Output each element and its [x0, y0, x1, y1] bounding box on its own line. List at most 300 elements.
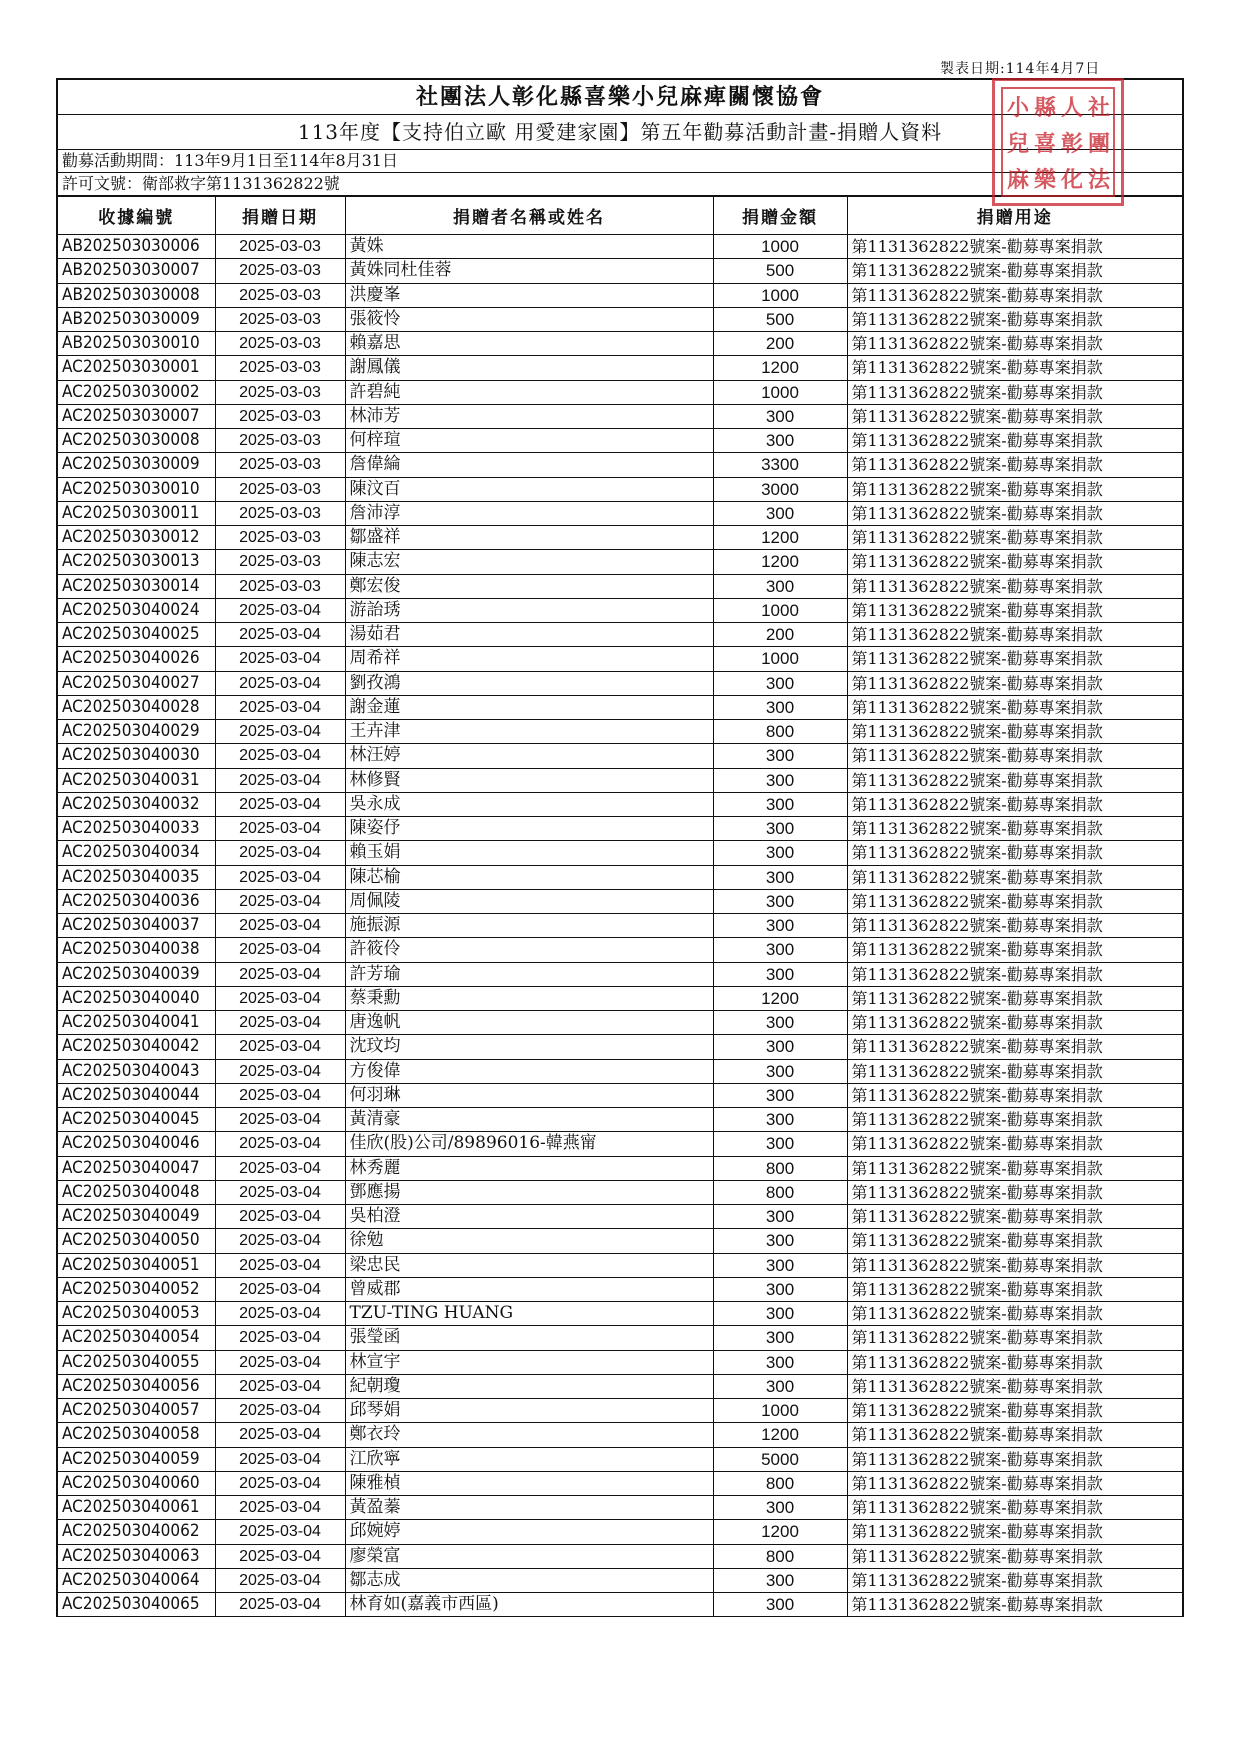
donation-purpose-cell: 第1131362822號案-勸募專案捐款 — [847, 1350, 1182, 1374]
donation-date-cell: 2025-03-04 — [215, 695, 345, 719]
table-row — [58, 1253, 1182, 1277]
donation-date-cell: 2025-03-03 — [215, 283, 345, 307]
donor-name-cell: 鄒盛祥 — [345, 526, 713, 550]
receipt-no-cell: AC202503040055 — [58, 1350, 215, 1374]
donor-name-cell: 吳柏澄 — [345, 1205, 713, 1229]
donation-purpose-cell: 第1131362822號案-勸募專案捐款 — [847, 332, 1182, 356]
donor-name-cell: 佳欣(股)公司/89896016-韓燕甯 — [345, 1132, 713, 1156]
donation-date-cell: 2025-03-04 — [215, 1083, 345, 1107]
donation-amount-cell: 1200 — [713, 526, 847, 550]
receipt-no-cell: AC202503030001 — [58, 356, 215, 380]
donation-purpose-cell: 第1131362822號案-勸募專案捐款 — [847, 1520, 1182, 1544]
donation-purpose-cell: 第1131362822號案-勸募專案捐款 — [847, 259, 1182, 283]
receipt-no-cell: AC202503030002 — [58, 380, 215, 404]
receipt-no-cell: AC202503040041 — [58, 1011, 215, 1035]
receipt-no-cell: AC202503040045 — [58, 1108, 215, 1132]
donor-name-cell: 林修賢 — [345, 768, 713, 792]
table-row — [58, 356, 1182, 380]
donor-name-cell: 林汪婷 — [345, 744, 713, 768]
donor-name-cell: 陳芯榆 — [345, 865, 713, 889]
donor-name-cell: 張瑩函 — [345, 1326, 713, 1350]
donation-date-cell: 2025-03-04 — [215, 1423, 345, 1447]
donation-purpose-cell: 第1131362822號案-勸募專案捐款 — [847, 1302, 1182, 1326]
table-row — [58, 986, 1182, 1010]
donation-purpose-cell: 第1131362822號案-勸募專案捐款 — [847, 1011, 1182, 1035]
donation-date-cell: 2025-03-04 — [215, 1326, 345, 1350]
col-header-donor: 捐贈者名稱或姓名 — [345, 197, 713, 235]
donation-date-cell: 2025-03-04 — [215, 1253, 345, 1277]
donation-amount-cell: 300 — [713, 1205, 847, 1229]
donation-purpose-cell: 第1131362822號案-勸募專案捐款 — [847, 1083, 1182, 1107]
donation-purpose-cell: 第1131362822號案-勸募專案捐款 — [847, 1156, 1182, 1180]
receipt-no-cell: AC202503040029 — [58, 720, 215, 744]
plan-subtitle: 113年度【支持伯立歐 用愛建家園】第五年勸募活動計畫-捐贈人資料 — [58, 115, 1182, 150]
table-row — [58, 889, 1182, 913]
receipt-no-cell: AC202503040051 — [58, 1253, 215, 1277]
donation-amount-cell: 300 — [713, 1350, 847, 1374]
donation-date-cell: 2025-03-04 — [215, 1544, 345, 1568]
donation-purpose-cell: 第1131362822號案-勸募專案捐款 — [847, 1253, 1182, 1277]
donation-date-cell: 2025-03-04 — [215, 1205, 345, 1229]
donor-name-cell: 游詒琇 — [345, 598, 713, 622]
donation-amount-cell: 800 — [713, 720, 847, 744]
donation-amount-cell: 300 — [713, 1059, 847, 1083]
donation-amount-cell: 300 — [713, 1374, 847, 1398]
table-row — [58, 1059, 1182, 1083]
donation-date-cell: 2025-03-03 — [215, 259, 345, 283]
donation-amount-cell: 300 — [713, 938, 847, 962]
donor-name-cell: 蔡秉勳 — [345, 986, 713, 1010]
receipt-no-cell: AC202503040052 — [58, 1277, 215, 1301]
period-info: 勸募活動期間：113年9月1日至114年8月31日 — [58, 150, 1182, 173]
donation-amount-cell: 300 — [713, 1326, 847, 1350]
donor-name-cell: 施振源 — [345, 914, 713, 938]
donor-name-cell: 吳永成 — [345, 792, 713, 816]
donor-name-cell: 沈玟均 — [345, 1035, 713, 1059]
table-row — [58, 453, 1182, 477]
seal-glyph: 樂 — [1034, 167, 1057, 193]
receipt-no-cell: AC202503040048 — [58, 1180, 215, 1204]
receipt-no-cell: AB202503030008 — [58, 283, 215, 307]
donation-amount-cell: 1000 — [713, 598, 847, 622]
donor-name-cell: 詹偉綸 — [345, 453, 713, 477]
donation-purpose-cell: 第1131362822號案-勸募專案捐款 — [847, 526, 1182, 550]
donation-purpose-cell: 第1131362822號案-勸募專案捐款 — [847, 647, 1182, 671]
receipt-no-cell: AC202503040035 — [58, 865, 215, 889]
table-row — [58, 501, 1182, 525]
receipt-no-cell: AC202503040059 — [58, 1447, 215, 1471]
donation-purpose-cell: 第1131362822號案-勸募專案捐款 — [847, 574, 1182, 598]
donation-purpose-cell: 第1131362822號案-勸募專案捐款 — [847, 720, 1182, 744]
donation-purpose-cell: 第1131362822號案-勸募專案捐款 — [847, 1423, 1182, 1447]
donor-name-cell: 湯茹君 — [345, 623, 713, 647]
receipt-no-cell: AC202503040030 — [58, 744, 215, 768]
receipt-no-cell: AC202503040032 — [58, 792, 215, 816]
donation-date-cell: 2025-03-04 — [215, 1568, 345, 1592]
donation-amount-cell: 300 — [713, 1011, 847, 1035]
donor-name-cell: 洪慶峯 — [345, 283, 713, 307]
table-row — [58, 1496, 1182, 1520]
donation-purpose-cell: 第1131362822號案-勸募專案捐款 — [847, 962, 1182, 986]
donor-name-cell: 紀朝瓊 — [345, 1374, 713, 1398]
donation-date-cell: 2025-03-04 — [215, 647, 345, 671]
receipt-no-cell: AB202503030010 — [58, 332, 215, 356]
donation-date-cell: 2025-03-04 — [215, 817, 345, 841]
donation-date-cell: 2025-03-03 — [215, 501, 345, 525]
table-row — [58, 526, 1182, 550]
donation-date-cell: 2025-03-04 — [215, 889, 345, 913]
table-row — [58, 1302, 1182, 1326]
donation-purpose-cell: 第1131362822號案-勸募專案捐款 — [847, 841, 1182, 865]
donation-date-cell: 2025-03-04 — [215, 914, 345, 938]
donation-date-cell: 2025-03-04 — [215, 744, 345, 768]
donation-amount-cell: 800 — [713, 1180, 847, 1204]
table-row — [58, 1374, 1182, 1398]
receipt-no-cell: AC202503040026 — [58, 647, 215, 671]
donation-amount-cell: 3000 — [713, 477, 847, 501]
table-row — [58, 671, 1182, 695]
receipt-no-cell: AC202503030007 — [58, 404, 215, 428]
donation-date-cell: 2025-03-04 — [215, 1132, 345, 1156]
seal-inner-border — [1001, 87, 1115, 197]
donation-date-cell: 2025-03-04 — [215, 1180, 345, 1204]
table-row — [58, 817, 1182, 841]
donor-table — [58, 196, 1182, 1617]
donation-date-cell: 2025-03-03 — [215, 453, 345, 477]
donor-name-cell: 陳雅楨 — [345, 1471, 713, 1495]
donation-amount-cell: 300 — [713, 429, 847, 453]
donation-amount-cell: 300 — [713, 1568, 847, 1592]
donation-amount-cell: 800 — [713, 1544, 847, 1568]
donor-name-cell: 徐勉 — [345, 1229, 713, 1253]
donation-purpose-cell: 第1131362822號案-勸募專案捐款 — [847, 550, 1182, 574]
donor-name-cell: 何羽琳 — [345, 1083, 713, 1107]
table-row — [58, 623, 1182, 647]
table-row — [58, 1180, 1182, 1204]
receipt-no-cell: AC202503040062 — [58, 1520, 215, 1544]
donation-purpose-cell: 第1131362822號案-勸募專案捐款 — [847, 477, 1182, 501]
donation-amount-cell: 1000 — [713, 380, 847, 404]
donation-purpose-cell: 第1131362822號案-勸募專案捐款 — [847, 1374, 1182, 1398]
receipt-no-cell: AC202503030008 — [58, 429, 215, 453]
table-row — [58, 380, 1182, 404]
donation-date-cell: 2025-03-04 — [215, 1350, 345, 1374]
donation-amount-cell: 300 — [713, 1108, 847, 1132]
donation-date-cell: 2025-03-04 — [215, 1374, 345, 1398]
receipt-no-cell: AC202503030012 — [58, 526, 215, 550]
receipt-no-cell: AC202503040027 — [58, 671, 215, 695]
donation-amount-cell: 300 — [713, 671, 847, 695]
table-row — [58, 1350, 1182, 1374]
donor-name-cell: 黃盈蓁 — [345, 1496, 713, 1520]
table-row — [58, 429, 1182, 453]
donor-document — [56, 78, 1184, 1617]
donation-date-cell: 2025-03-03 — [215, 235, 345, 259]
donation-amount-cell: 800 — [713, 1471, 847, 1495]
donor-name-cell: 張筱怜 — [345, 307, 713, 331]
receipt-no-cell: AC202503040040 — [58, 986, 215, 1010]
donation-amount-cell: 300 — [713, 1253, 847, 1277]
receipt-no-cell: AC202503040058 — [58, 1423, 215, 1447]
donation-amount-cell: 300 — [713, 792, 847, 816]
col-header-purpose: 捐贈用途 — [847, 197, 1182, 235]
donation-purpose-cell: 第1131362822號案-勸募專案捐款 — [847, 1447, 1182, 1471]
table-row — [58, 332, 1182, 356]
donation-date-cell: 2025-03-03 — [215, 380, 345, 404]
receipt-no-cell: AC202503030009 — [58, 453, 215, 477]
org-title: 社團法人彰化縣喜樂小兒麻痺關懷協會 — [58, 80, 1182, 115]
donation-date-cell: 2025-03-04 — [215, 962, 345, 986]
donation-purpose-cell: 第1131362822號案-勸募專案捐款 — [847, 744, 1182, 768]
donor-name-cell: 謝金蓮 — [345, 695, 713, 719]
donation-purpose-cell: 第1131362822號案-勸募專案捐款 — [847, 429, 1182, 453]
donation-date-cell: 2025-03-04 — [215, 1447, 345, 1471]
donation-purpose-cell: 第1131362822號案-勸募專案捐款 — [847, 453, 1182, 477]
donation-date-cell: 2025-03-03 — [215, 477, 345, 501]
col-header-date: 捐贈日期 — [215, 197, 345, 235]
donation-date-cell: 2025-03-03 — [215, 307, 345, 331]
table-row — [58, 865, 1182, 889]
donor-name-cell: 許碧純 — [345, 380, 713, 404]
donation-purpose-cell: 第1131362822號案-勸募專案捐款 — [847, 1399, 1182, 1423]
col-header-amount: 捐贈金額 — [713, 197, 847, 235]
donation-amount-cell: 300 — [713, 695, 847, 719]
donation-date-cell: 2025-03-03 — [215, 550, 345, 574]
seal-glyph: 小 — [1007, 95, 1030, 121]
table-row — [58, 598, 1182, 622]
table-row — [58, 744, 1182, 768]
donor-name-cell: 王卉津 — [345, 720, 713, 744]
table-body — [58, 235, 1182, 1617]
donation-amount-cell: 300 — [713, 1229, 847, 1253]
donation-purpose-cell: 第1131362822號案-勸募專案捐款 — [847, 865, 1182, 889]
donor-name-cell: 林育如(嘉義市西區) — [345, 1593, 713, 1617]
donation-purpose-cell: 第1131362822號案-勸募專案捐款 — [847, 792, 1182, 816]
table-row — [58, 1399, 1182, 1423]
receipt-no-cell: AC202503040037 — [58, 914, 215, 938]
donation-date-cell: 2025-03-04 — [215, 841, 345, 865]
donor-name-cell: 許芳瑜 — [345, 962, 713, 986]
donation-date-cell: 2025-03-04 — [215, 1108, 345, 1132]
seal-glyph: 化 — [1061, 167, 1084, 193]
donor-name-cell: 鄭宏俊 — [345, 574, 713, 598]
receipt-no-cell: AC202503040050 — [58, 1229, 215, 1253]
donor-name-cell: 陳汶百 — [345, 477, 713, 501]
donation-date-cell: 2025-03-03 — [215, 332, 345, 356]
donation-purpose-cell: 第1131362822號案-勸募專案捐款 — [847, 501, 1182, 525]
donor-name-cell: 陳志宏 — [345, 550, 713, 574]
donor-name-cell: 唐逸帆 — [345, 1011, 713, 1035]
donation-purpose-cell: 第1131362822號案-勸募專案捐款 — [847, 1205, 1182, 1229]
donor-name-cell: 邱琴娟 — [345, 1399, 713, 1423]
donor-name-cell: 廖榮富 — [345, 1544, 713, 1568]
donor-name-cell: 黃清豪 — [345, 1108, 713, 1132]
donation-purpose-cell: 第1131362822號案-勸募專案捐款 — [847, 1326, 1182, 1350]
receipt-no-cell: AC202503040064 — [58, 1568, 215, 1592]
seal-glyph: 縣 — [1034, 95, 1057, 121]
permit-info: 許可文號：衛部救字第1131362822號 — [58, 173, 1182, 196]
donation-date-cell: 2025-03-04 — [215, 986, 345, 1010]
receipt-no-cell: AC202503040054 — [58, 1326, 215, 1350]
receipt-no-cell: AC202503040031 — [58, 768, 215, 792]
table-row — [58, 1156, 1182, 1180]
donation-purpose-cell: 第1131362822號案-勸募專案捐款 — [847, 1568, 1182, 1592]
donation-purpose-cell: 第1131362822號案-勸募專案捐款 — [847, 889, 1182, 913]
donor-name-cell: 賴玉娟 — [345, 841, 713, 865]
receipt-no-cell: AC202503040028 — [58, 695, 215, 719]
donor-name-cell: 鄧應揚 — [345, 1180, 713, 1204]
donation-purpose-cell: 第1131362822號案-勸募專案捐款 — [847, 404, 1182, 428]
seal-glyph: 法 — [1088, 167, 1111, 193]
donation-amount-cell: 300 — [713, 1593, 847, 1617]
donation-purpose-cell: 第1131362822號案-勸募專案捐款 — [847, 914, 1182, 938]
donation-amount-cell: 300 — [713, 501, 847, 525]
donation-amount-cell: 3300 — [713, 453, 847, 477]
receipt-no-cell: AC202503040061 — [58, 1496, 215, 1520]
receipt-no-cell: AB202503030006 — [58, 235, 215, 259]
donation-purpose-cell: 第1131362822號案-勸募專案捐款 — [847, 1544, 1182, 1568]
donation-date-cell: 2025-03-04 — [215, 938, 345, 962]
table-row — [58, 1108, 1182, 1132]
donor-name-cell: 林秀麗 — [345, 1156, 713, 1180]
receipt-no-cell: AC202503030011 — [58, 501, 215, 525]
table-row — [58, 1423, 1182, 1447]
donation-date-cell: 2025-03-04 — [215, 598, 345, 622]
seal-glyph: 彰 — [1061, 131, 1084, 157]
receipt-no-cell: AC202503040053 — [58, 1302, 215, 1326]
receipt-no-cell: AC202503040034 — [58, 841, 215, 865]
donation-amount-cell: 300 — [713, 768, 847, 792]
donor-name-cell: 謝鳳儀 — [345, 356, 713, 380]
receipt-no-cell: AC202503040056 — [58, 1374, 215, 1398]
donation-amount-cell: 300 — [713, 404, 847, 428]
donation-date-cell: 2025-03-04 — [215, 1035, 345, 1059]
receipt-no-cell: AC202503040057 — [58, 1399, 215, 1423]
donation-date-cell: 2025-03-04 — [215, 1496, 345, 1520]
seal-glyph: 社 — [1088, 95, 1111, 121]
donation-date-cell: 2025-03-03 — [215, 429, 345, 453]
seal-glyph: 團 — [1088, 131, 1111, 157]
donation-purpose-cell: 第1131362822號案-勸募專案捐款 — [847, 623, 1182, 647]
donation-amount-cell: 500 — [713, 307, 847, 331]
table-row — [58, 695, 1182, 719]
table-row — [58, 1035, 1182, 1059]
donation-date-cell: 2025-03-04 — [215, 671, 345, 695]
receipt-no-cell: AC202503040024 — [58, 598, 215, 622]
table-row — [58, 1205, 1182, 1229]
table-row — [58, 1277, 1182, 1301]
donor-name-cell: 周希祥 — [345, 647, 713, 671]
donation-purpose-cell: 第1131362822號案-勸募專案捐款 — [847, 380, 1182, 404]
donor-name-cell: 劉孜鴻 — [345, 671, 713, 695]
table-row — [58, 938, 1182, 962]
table-row — [58, 647, 1182, 671]
official-seal-stamp — [992, 78, 1124, 206]
donation-purpose-cell: 第1131362822號案-勸募專案捐款 — [847, 1496, 1182, 1520]
donation-purpose-cell: 第1131362822號案-勸募專案捐款 — [847, 768, 1182, 792]
seal-glyph: 麻 — [1007, 167, 1030, 193]
table-row — [58, 1593, 1182, 1617]
table-row — [58, 574, 1182, 598]
donation-date-cell: 2025-03-04 — [215, 1156, 345, 1180]
donation-purpose-cell: 第1131362822號案-勸募專案捐款 — [847, 986, 1182, 1010]
receipt-no-cell: AC202503040025 — [58, 623, 215, 647]
donation-amount-cell: 300 — [713, 744, 847, 768]
donation-amount-cell: 1000 — [713, 283, 847, 307]
receipt-no-cell: AC202503040047 — [58, 1156, 215, 1180]
donation-amount-cell: 200 — [713, 332, 847, 356]
receipt-no-cell: AC202503040046 — [58, 1132, 215, 1156]
donor-name-cell: 許筱伶 — [345, 938, 713, 962]
donor-name-cell: 梁忠民 — [345, 1253, 713, 1277]
donation-amount-cell: 800 — [713, 1156, 847, 1180]
receipt-no-cell: AC202503040039 — [58, 962, 215, 986]
donation-amount-cell: 500 — [713, 259, 847, 283]
receipt-no-cell: AC202503040049 — [58, 1205, 215, 1229]
donor-name-cell: TZU-TING HUANG — [345, 1302, 713, 1326]
table-row — [58, 720, 1182, 744]
table-row — [58, 235, 1182, 259]
donation-date-cell: 2025-03-04 — [215, 1593, 345, 1617]
receipt-no-cell: AC202503040065 — [58, 1593, 215, 1617]
donation-amount-cell: 1200 — [713, 986, 847, 1010]
donation-date-cell: 2025-03-04 — [215, 865, 345, 889]
table-row — [58, 1568, 1182, 1592]
donation-amount-cell: 5000 — [713, 1447, 847, 1471]
table-row — [58, 792, 1182, 816]
donation-date-cell: 2025-03-03 — [215, 404, 345, 428]
donation-amount-cell: 300 — [713, 1302, 847, 1326]
donation-amount-cell: 300 — [713, 914, 847, 938]
donation-date-cell: 2025-03-04 — [215, 1520, 345, 1544]
table-row — [58, 1520, 1182, 1544]
donor-name-cell: 周佩陵 — [345, 889, 713, 913]
donation-amount-cell: 300 — [713, 574, 847, 598]
receipt-no-cell: AC202503040033 — [58, 817, 215, 841]
donation-date-cell: 2025-03-04 — [215, 1059, 345, 1083]
table-row — [58, 404, 1182, 428]
table-row — [58, 962, 1182, 986]
donation-date-cell: 2025-03-03 — [215, 526, 345, 550]
donation-amount-cell: 300 — [713, 1277, 847, 1301]
donor-name-cell: 詹沛淳 — [345, 501, 713, 525]
receipt-no-cell: AC202503030013 — [58, 550, 215, 574]
donation-amount-cell: 300 — [713, 1132, 847, 1156]
donation-purpose-cell: 第1131362822號案-勸募專案捐款 — [847, 938, 1182, 962]
donor-name-cell: 何梓瑄 — [345, 429, 713, 453]
donation-purpose-cell: 第1131362822號案-勸募專案捐款 — [847, 1277, 1182, 1301]
donation-amount-cell: 300 — [713, 1083, 847, 1107]
receipt-no-cell: AB202503030009 — [58, 307, 215, 331]
donor-name-cell: 鄭衣玲 — [345, 1423, 713, 1447]
table-row — [58, 841, 1182, 865]
table-row — [58, 1447, 1182, 1471]
table-row — [58, 550, 1182, 574]
donation-purpose-cell: 第1131362822號案-勸募專案捐款 — [847, 1108, 1182, 1132]
col-header-receipt: 收據編號 — [58, 197, 215, 235]
donation-date-cell: 2025-03-04 — [215, 1277, 345, 1301]
table-row — [58, 1229, 1182, 1253]
receipt-no-cell: AC202503030010 — [58, 477, 215, 501]
made-date: 製表日期:114年4月7日 — [940, 61, 1101, 77]
table-row — [58, 259, 1182, 283]
donation-amount-cell: 300 — [713, 817, 847, 841]
receipt-no-cell: AB202503030007 — [58, 259, 215, 283]
donation-date-cell: 2025-03-04 — [215, 1011, 345, 1035]
donor-name-cell: 黃姝同杜佳蓉 — [345, 259, 713, 283]
donation-amount-cell: 300 — [713, 1496, 847, 1520]
donation-purpose-cell: 第1131362822號案-勸募專案捐款 — [847, 1180, 1182, 1204]
